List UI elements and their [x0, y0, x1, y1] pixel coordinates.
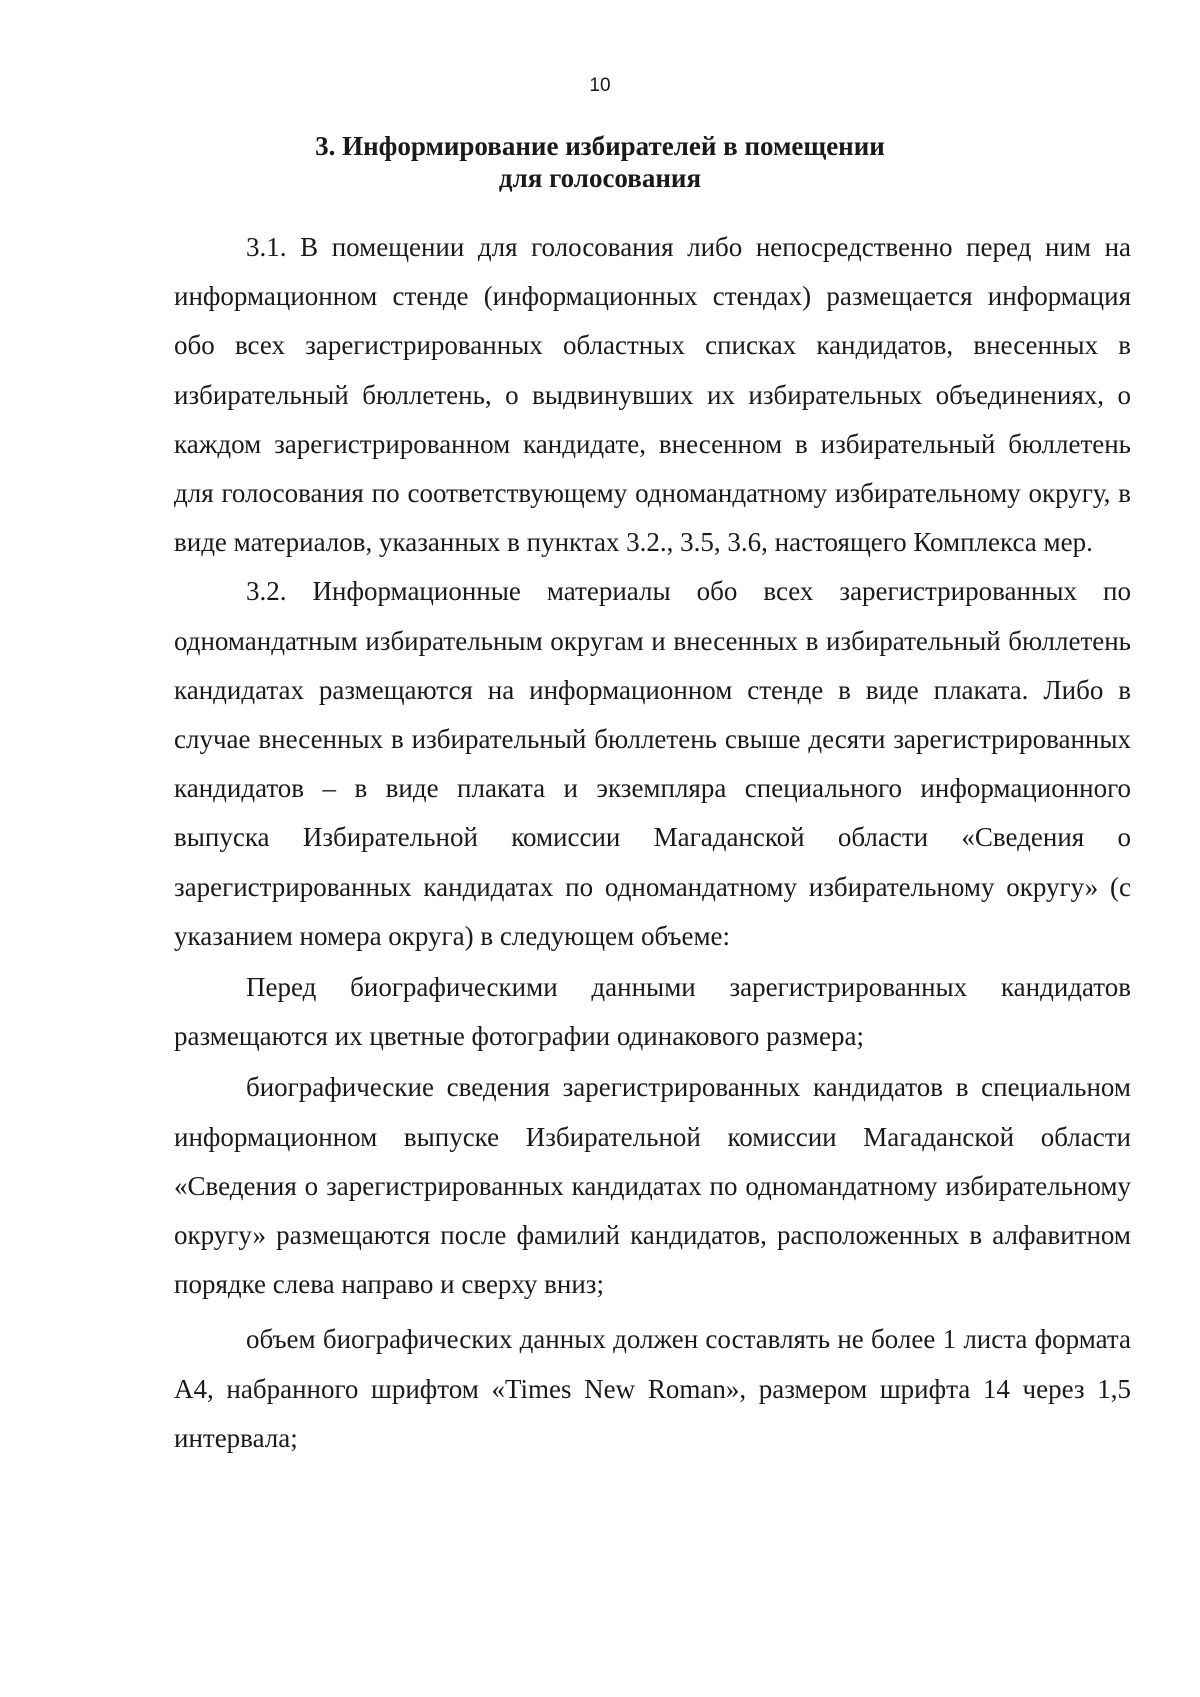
section-title [160, 130, 1040, 194]
paragraph-bio-info: биографические сведения зарегистрированных кандидатов в специальном информационном выпуске Избирательной комиссии Магаданской области «Сведения о зарегистрированных кандидатах по одномандатному избирательному округу» размещаются после фамилий кандидатов, расположенных в алфавитном порядке слева направо и сверху вниз; [174, 1072, 1131, 1300]
body-text [174, 223, 1131, 1463]
page-number: 10 [589, 75, 611, 96]
paragraph-photos: Перед биографическими данными зарегистрированных кандидатов размещаются их цветные фотографии одинакового размера; [174, 972, 1131, 1052]
paragraph-3-1: 3.1. В помещении для голосования либо непосредственно перед ним на информационном стенде (информационных стендах) размещается информация обо всех зарегистрированных областных списках кандидатов, внесенных в избирательный бюллетень, о выдвинувших их избирательных объединениях, о каждом зарегистрированном кандидате, внесенном в избирательный бюллетень для голосования по соответствующему одномандатному избирательному округу, в виде материалов, указанных в пунктах 3.2., 3.5, 3.6, настоящего Комплекса мер. [174, 232, 1131, 558]
paragraph-3-2: 3.2. Информационные материалы обо всех зарегистрированных по одномандатным избирательным округам и внесенных в избирательный бюллетень кандидатах размещаются на информационном стенде в виде плаката. Либо в случае внесенных в избирательный бюллетень свыше десяти зарегистрированных кандидатов – в виде плаката и экземпляра специального информационного выпуска Избирательной комиссии Магаданской области «Сведения о зарегистрированных кандидатах по одномандатному избирательному округу» (с указанием номера округа) в следующем объеме: [174, 576, 1131, 951]
section-title-line-2: для голосования [498, 163, 702, 193]
section-title-line-1: 3. Информирование избирателей в помещении [315, 131, 885, 161]
paragraph-bio-volume: объем биографических данных должен составлять не более 1 листа формата А4, набранного шрифтом «Times New Roman», размером шрифта 14 через 1,5 интервала; [174, 1324, 1131, 1453]
